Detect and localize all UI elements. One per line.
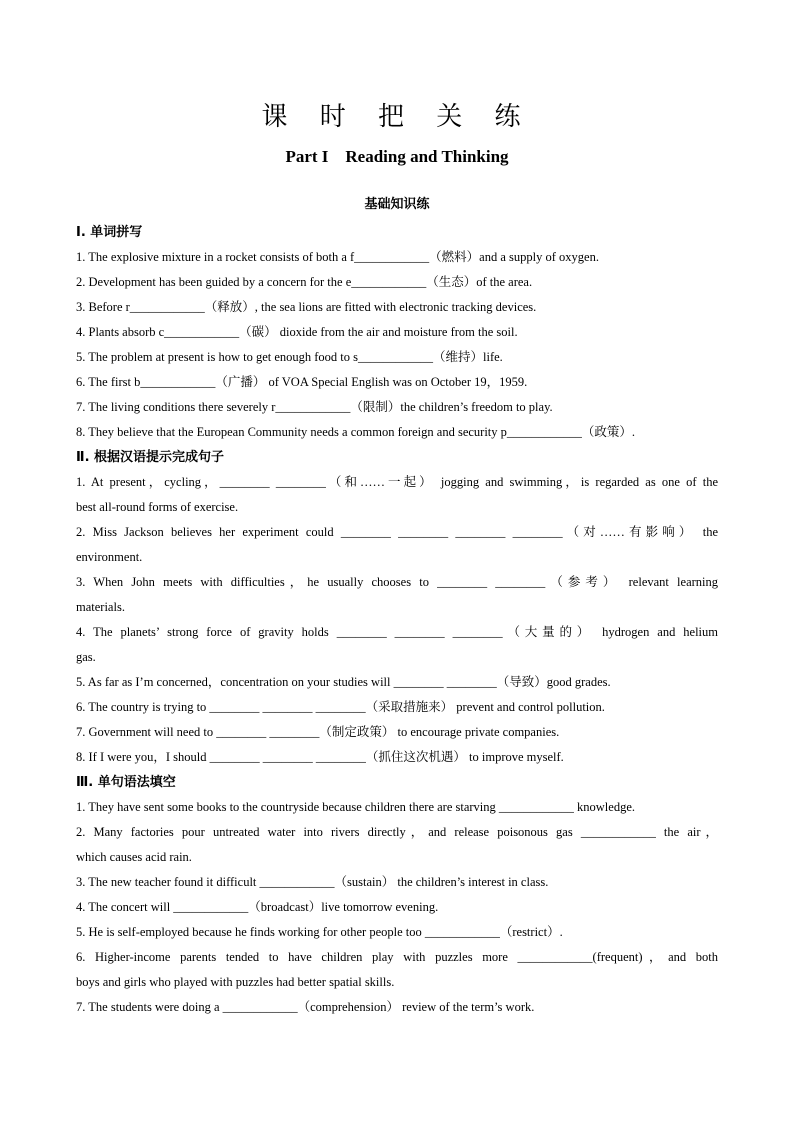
- part1-item-2: 2. Development has been guided by a concern for the e____________（生态）of the area.: [76, 275, 533, 289]
- part1-item-3: 3. Before r____________（释放）, the sea lions are fitted with electronic tracking devices.: [76, 300, 537, 314]
- part2-item-1-line-1: 1. At present，cycling，________ ________（和……一起） jogging and swimming，is regarded as one of the: [76, 475, 718, 489]
- part2-heading: Ⅱ. 根据汉语提示完成句子: [76, 450, 225, 465]
- part2-item-1-line-2: best all-round forms of exercise.: [76, 500, 239, 514]
- part3-item-7: 7. The students were doing a ____________（comprehension） review of the term’s work.: [76, 1000, 535, 1014]
- part1-heading: Ⅰ. 单词拼写: [76, 225, 143, 240]
- part1-item-8: 8. They believe that the European Community needs a common foreign and security p____________（政策）.: [76, 425, 636, 439]
- part2-item-7: 7. Government will need to ________ ________（制定政策） to encourage private companies.: [76, 725, 560, 739]
- part2-item-6: 6. The country is trying to ________ ________ ________（采取措施来） prevent and control pollution.: [76, 700, 605, 714]
- part3-heading: Ⅲ. 单句语法填空: [76, 775, 176, 790]
- part2-item-3-line-1: 3. When John meets with difficulties，he usually chooses to ________ ________（参考） relevant learning: [76, 575, 718, 589]
- part3-item-3: 3. The new teacher found it difficult ____________（sustain） the children’s interest in class.: [76, 875, 549, 889]
- page-subtitle: Part I Reading and Thinking: [285, 147, 509, 166]
- part1-item-5: 5. The problem at present is how to get enough food to s____________（维持）life.: [76, 350, 503, 364]
- part2-item-4-line-1: 4. The planets’ strong force of gravity holds ________ ________ ________（大量的） hydrogen and helium: [76, 625, 718, 639]
- part2-item-2-line-2: environment.: [76, 550, 143, 564]
- part2-item-3-line-2: materials.: [76, 600, 125, 614]
- section-heading: 基础知识练: [364, 197, 430, 212]
- part1-item-4: 4. Plants absorb c____________（碳） dioxide from the air and moisture from the soil.: [76, 325, 518, 339]
- part2-item-2-line-1: 2. Miss Jackson believes her experiment could ________ ________ ________ ________（对……有影响） the: [76, 525, 718, 539]
- part1-item-7: 7. The living conditions there severely r____________（限制）the children’s freedom to play.: [76, 400, 553, 414]
- part3-item-4: 4. The concert will ____________（broadcast）live tomorrow evening.: [76, 900, 439, 914]
- part2-item-5: 5. As far as I’m concerned，concentration on your studies will ________ ________（导致）good grades.: [76, 675, 611, 689]
- page-title: 课 时 把 关 练: [261, 102, 533, 132]
- part1-item-6: 6. The first b____________（广播） of VOA Special English was on October 19，1959.: [76, 375, 528, 389]
- part3-item-6-line-1: 6. Higher-income parents tended to have children play with puzzles more ____________(frequent)，and both: [76, 950, 718, 964]
- part2-item-4-line-2: gas.: [76, 650, 96, 664]
- part3-item-1: 1. They have sent some books to the countryside because children there are starving ____________ knowledge.: [76, 800, 635, 814]
- part2-item-8: 8. If I were you，I should ________ ________ ________（抓住这次机遇） to improve myself.: [76, 750, 564, 764]
- part1-item-1: 1. The explosive mixture in a rocket consists of both a f____________（燃料）and a supply of oxygen.: [76, 250, 599, 264]
- part3-item-2-line-1: 2. Many factories pour untreated water into rivers directly，and release poisonous gas ____________ the air，: [76, 825, 718, 839]
- part3-item-5: 5. He is self-employed because he finds working for other people too ____________（restrict）.: [76, 925, 563, 939]
- part3-item-2-line-2: which causes acid rain.: [76, 850, 192, 864]
- exercise-content: [76, 220, 718, 1020]
- part3-item-6-line-2: boys and girls who played with puzzles had better spatial skills.: [76, 975, 395, 989]
